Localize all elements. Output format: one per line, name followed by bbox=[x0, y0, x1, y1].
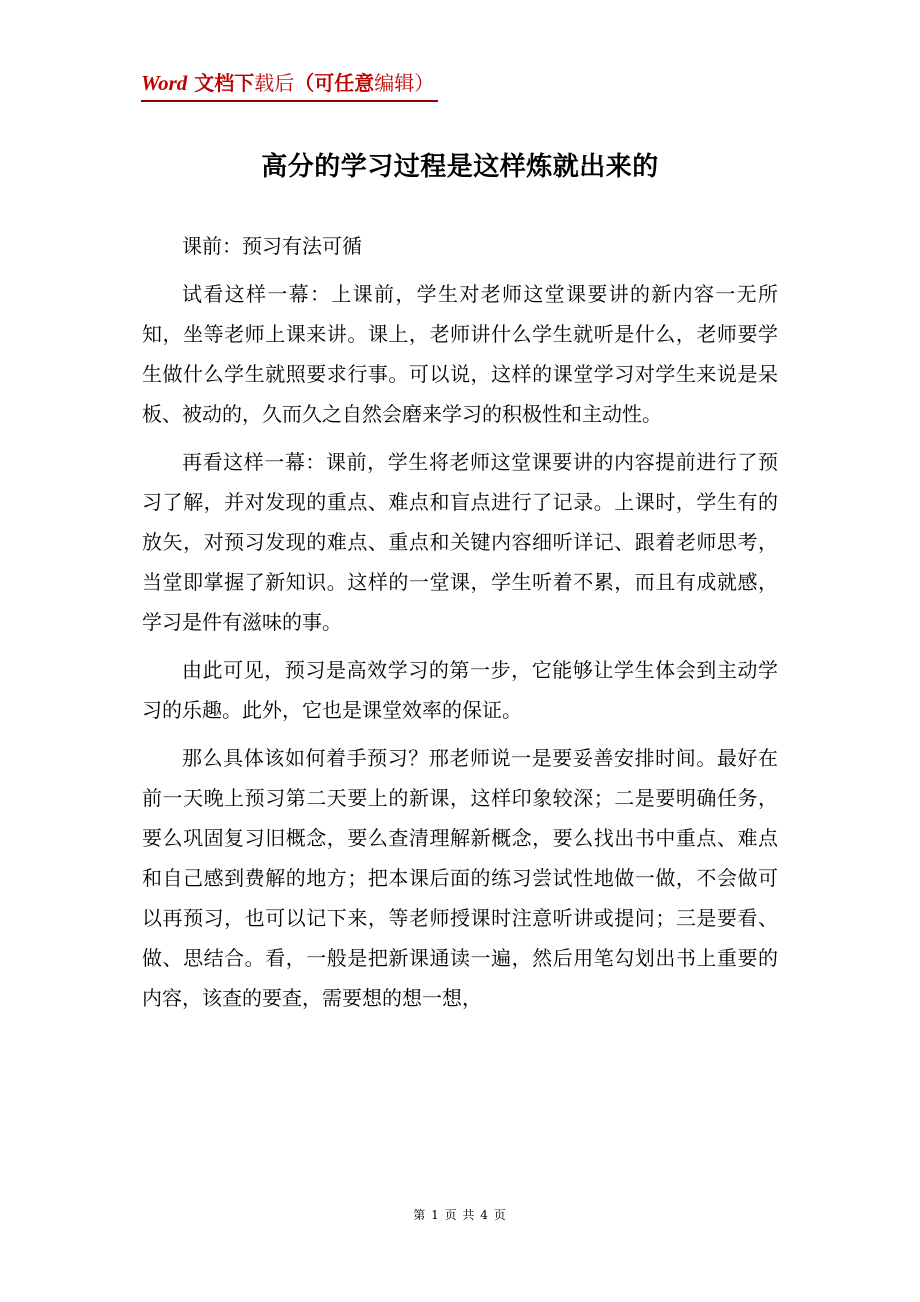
footer-prefix: 第 bbox=[413, 1208, 427, 1222]
header-word: Word bbox=[141, 71, 188, 95]
footer-middle: 页 共 bbox=[444, 1208, 476, 1222]
footer-suffix: 页 bbox=[493, 1208, 507, 1222]
header-text-2: 载后 bbox=[254, 71, 295, 95]
paragraph-section-heading: 课前：预习有法可循 bbox=[182, 234, 362, 258]
page-title: 高分的学习过程是这样炼就出来的 bbox=[261, 152, 659, 182]
download-header bbox=[141, 66, 438, 102]
footer-current-page: 1 bbox=[431, 1208, 440, 1222]
page-footer bbox=[0, 1206, 920, 1224]
header-text-1: 文档下 bbox=[187, 71, 255, 95]
header-text-4: 编辑） bbox=[374, 71, 435, 95]
paragraph: 再看这样一幕：课前，学生将老师这堂课要讲的内容提前进行了预习了解，并对发现的重点、难点和盲点进行了记录。上课时，学生有的放矢，对预习发现的难点、重点和关键内容细听详记、跟着老师思考，当堂即掌握了新知识。这样的一堂课，学生听着不累，而且有成就感，学习是件有滋味的事。 bbox=[142, 450, 778, 634]
paragraph: 那么具体该如何着手预习？邢老师说一是要妥善安排时间。最好在前一天晚上预习第二天要上的新课，这样印象较深；二是要明确任务，要么巩固复习旧概念，要么查清理解新概念，要么找出书中重点、难点和自己感到费解的地方；把本课后面的练习尝试性地做一做，不会做可以再预习，也可以记下来，等老师授课时注意听讲或提问；三是要看、做、思结合。看，一般是把新课通读一遍，然后用笔勾划出书上重要的内容，该查的要查，需要想的想一想， bbox=[142, 746, 778, 1010]
paragraph: 由此可见，预习是高效学习的第一步，它能够让学生体会到主动学习的乐趣。此外，它也是课堂效率的保证。 bbox=[142, 658, 778, 722]
header-text-3: （可任意 bbox=[294, 71, 375, 95]
footer-total-pages: 4 bbox=[480, 1208, 489, 1222]
paragraph: 试看这样一幕：上课前，学生对老师这堂课要讲的新内容一无所知，坐等老师上课来讲。课上，老师讲什么学生就听是什么，老师要学生做什么学生就照要求行事。可以说，这样的课堂学习对学生来说是呆板、被动的，久而久之自然会磨来学习的积极性和主动性。 bbox=[142, 282, 778, 426]
document-body bbox=[142, 226, 778, 1026]
